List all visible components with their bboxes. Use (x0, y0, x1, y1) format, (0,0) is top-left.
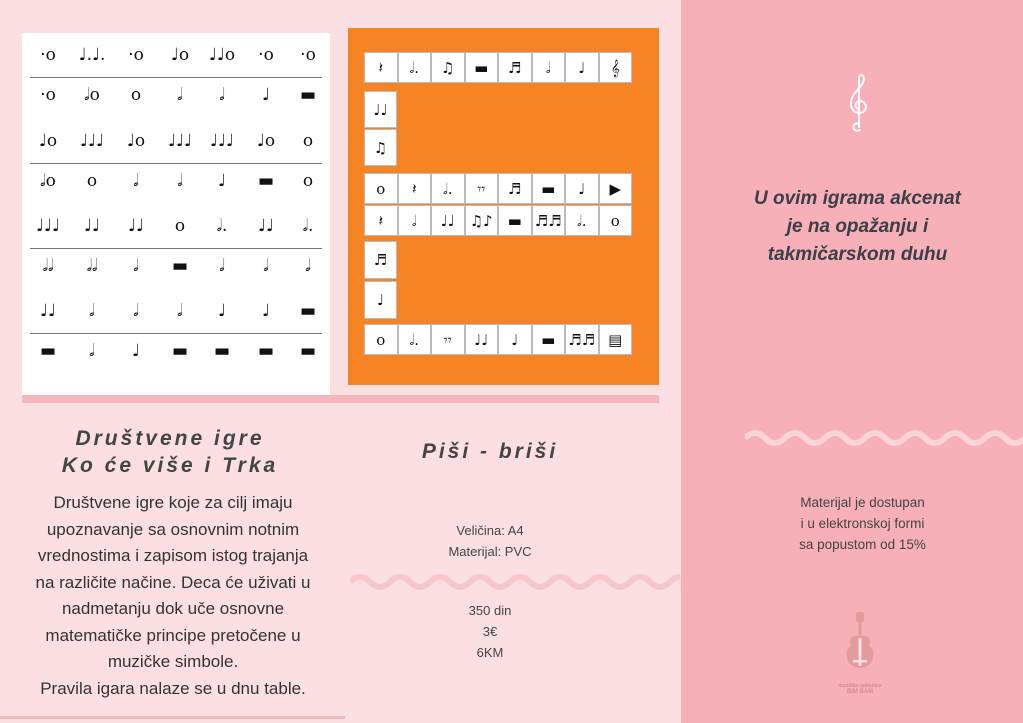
board-cell: ▬ (532, 173, 566, 204)
logo-name: BIM BAM (846, 689, 874, 695)
note-card-symbol: ▬ (171, 341, 189, 361)
board-cell: 𝄽 (364, 52, 398, 83)
note-card-symbol: ▬ (299, 85, 317, 105)
description-line: upoznavanje sa osnovnim notnim (46, 519, 300, 539)
board-cell: ♬♬ (532, 205, 566, 236)
board-cell: 𝄽 (364, 205, 398, 236)
card-divider-line (30, 248, 322, 249)
note-card-symbol: 𝅗𝅥 (89, 341, 95, 361)
board-cell: ♬ (364, 241, 397, 279)
board-cell: 𝄾𝄾 (431, 324, 465, 355)
board-cell: ♩♩ (431, 205, 465, 236)
note-cards-game (22, 33, 330, 395)
board-cell: 𝄾𝄾 (465, 173, 499, 204)
note-card-symbol: ▬ (257, 171, 275, 191)
size-spec: Veličina: A4 (456, 523, 524, 538)
note-card-symbol: ♩.♩. (78, 45, 106, 65)
board-cell: ▬ (532, 324, 566, 355)
board-cell: ♫♪ (465, 205, 499, 236)
card-divider-line (30, 77, 322, 78)
note-card-symbol: ♩o (170, 45, 190, 65)
availability-line: sa popustom od 15% (799, 537, 926, 552)
note-card-symbol: o (174, 216, 186, 236)
note-card-symbol: o (302, 131, 314, 151)
note-card-symbol: o (302, 171, 314, 191)
note-card-symbol: 𝅗𝅥 (219, 85, 225, 105)
note-card-symbol: ▬ (171, 256, 189, 276)
note-card-symbol: ♩♩ (257, 216, 275, 236)
board-cell: o (599, 205, 633, 236)
treble-clef-icon (846, 72, 872, 134)
board-cell: ▬ (498, 205, 532, 236)
description-line: Društvene igre koje za cilj imaju (53, 493, 293, 512)
availability-line: i u elektronskoj formi (800, 516, 925, 531)
board-cell: 𝅗𝅥. (398, 52, 432, 83)
note-card-symbol: ♩o (126, 131, 146, 151)
description-line: vrednostima i zapisom istog trajanja (37, 546, 309, 565)
accent-statement (700, 185, 1015, 269)
note-card-symbol: ♩ (217, 171, 227, 191)
bottom-line (0, 716, 345, 719)
board-cell: 𝅗𝅥 (532, 52, 566, 83)
card-divider-line (30, 333, 322, 334)
note-card-symbol: ·o (40, 85, 56, 105)
note-card-symbol: ♩o (38, 131, 58, 151)
note-card-symbol: ·o (258, 45, 274, 65)
note-card-symbol: 𝅗𝅥 (219, 256, 225, 276)
note-card-symbol: ♩ (217, 301, 227, 321)
board-cell: ♬♬ (565, 324, 599, 355)
board-cell: 𝄽 (398, 173, 432, 204)
accent-line: U ovim igrama akcenat (754, 188, 961, 209)
note-card-symbol: 𝅗𝅥 (177, 171, 183, 191)
board-cell: o (364, 173, 398, 204)
description-line: nadmetanju dok uče osnovne (61, 599, 285, 618)
note-card-symbol: ▬ (39, 341, 57, 361)
note-card-symbol: ♩♩o (208, 45, 236, 65)
accent-line: je na opažanju i (786, 216, 929, 237)
games-description (8, 490, 338, 702)
games-title (20, 425, 320, 479)
note-card-symbol: 𝅗𝅥o (40, 171, 56, 191)
availability-note (740, 492, 985, 555)
note-card-symbol: ·o (40, 45, 56, 65)
note-card-symbol: 𝅗𝅥 (89, 301, 95, 321)
board-cell: ♩♩ (465, 324, 499, 355)
note-card-symbol: ♩♩♩ (209, 131, 235, 151)
note-card-symbol: 𝅗𝅥𝅗𝅥 (86, 256, 98, 276)
note-card-symbol: o (130, 85, 142, 105)
material-spec: Materijal: PVC (448, 544, 532, 559)
product-specs (405, 520, 575, 562)
board-cell: ▤ (599, 324, 633, 355)
wave-decoration-middle (350, 572, 680, 592)
note-card-symbol: ♩o (256, 131, 276, 151)
note-card-symbol: ▬ (299, 301, 317, 321)
note-card-symbol: ♩ (131, 341, 141, 361)
price-eur: 3€ (482, 624, 498, 639)
note-card-symbol: ▬ (299, 341, 317, 361)
note-card-symbol: ·o (128, 45, 144, 65)
card-divider-line (30, 163, 322, 164)
note-card-symbol: ♩♩♩ (79, 131, 105, 151)
board-cell: ♫ (431, 52, 465, 83)
note-card-symbol: ♩♩ (39, 301, 57, 321)
pisi-brisi-title: Piši - briši (421, 440, 559, 463)
board-game (348, 28, 659, 385)
board-cell: 𝅗𝅥. (431, 173, 465, 204)
note-card-symbol: ♩ (261, 301, 271, 321)
description-line: na različite načine. Deca će uživati u (35, 572, 311, 592)
note-card-symbol: 𝅗𝅥 (133, 256, 139, 276)
note-card-symbol: 𝅗𝅥. (302, 216, 314, 236)
note-card-symbol: ♩♩ (83, 216, 101, 236)
board-cell: ♩ (565, 173, 599, 204)
note-card-symbol: ♩♩♩ (167, 131, 193, 151)
description-line: Pravila igara nalaze se u dnu table. (40, 678, 306, 698)
board-cell: 𝄞 (599, 52, 633, 83)
board-cell: ♩ (498, 324, 532, 355)
note-card-symbol: ▬ (213, 341, 231, 361)
board-cell: 𝅗𝅥. (565, 205, 599, 236)
note-card-symbol: 𝅗𝅥 (177, 85, 183, 105)
note-card-symbol: 𝅗𝅥 (263, 256, 269, 276)
logo-text (820, 683, 900, 695)
board-cell: ▶ (599, 173, 633, 204)
wave-decoration-right (745, 428, 1023, 448)
games-title-line-2: Ko će više i Trka (61, 454, 279, 477)
price-din: 350 din (468, 603, 512, 618)
board-cell: ♬ (498, 52, 532, 83)
board-cell: ♩ (565, 52, 599, 83)
note-card-symbol: 𝅗𝅥o (84, 85, 100, 105)
note-card-symbol: 𝅗𝅥 (133, 171, 139, 191)
price-km: 6KM (476, 645, 504, 660)
board-cell: ♫ (364, 129, 397, 166)
note-card-symbol: 𝅗𝅥 (177, 301, 183, 321)
accent-line: takmičarskom duhu (767, 244, 948, 265)
description-line: muzičke simbole. (107, 652, 239, 671)
availability-line: Materijal je dostupan (800, 495, 925, 510)
logo-subtitle: muzička radionica (838, 683, 882, 689)
note-card-symbol: 𝅗𝅥𝅗𝅥 (42, 256, 54, 276)
note-card-symbol: ▬ (257, 341, 275, 361)
divider-band (22, 395, 659, 403)
note-card-symbol: ♩♩ (127, 216, 145, 236)
description-line: matematičke principe pretočene u (45, 625, 301, 645)
note-card-symbol: 𝅗𝅥 (133, 301, 139, 321)
board-cell: 𝅗𝅥. (398, 324, 432, 355)
note-card-symbol: ♩♩♩ (35, 216, 61, 236)
note-card-symbol: ♩ (261, 85, 271, 105)
note-card-symbol: 𝅗𝅥 (305, 256, 311, 276)
board-cell: ♩ (364, 281, 397, 319)
board-cell: ▬ (465, 52, 499, 83)
board-cell: 𝅗𝅥 (398, 205, 432, 236)
games-title-line-1: Društvene igre (75, 427, 265, 450)
board-cell: o (364, 324, 398, 355)
price-list (430, 600, 550, 663)
note-card-symbol: o (86, 171, 98, 191)
board-cell: ♬ (498, 173, 532, 204)
note-card-symbol: 𝅗𝅥. (216, 216, 228, 236)
board-cell: ♩♩ (364, 91, 397, 128)
note-card-symbol: ·o (300, 45, 316, 65)
bim-bam-logo-icon (840, 610, 880, 672)
